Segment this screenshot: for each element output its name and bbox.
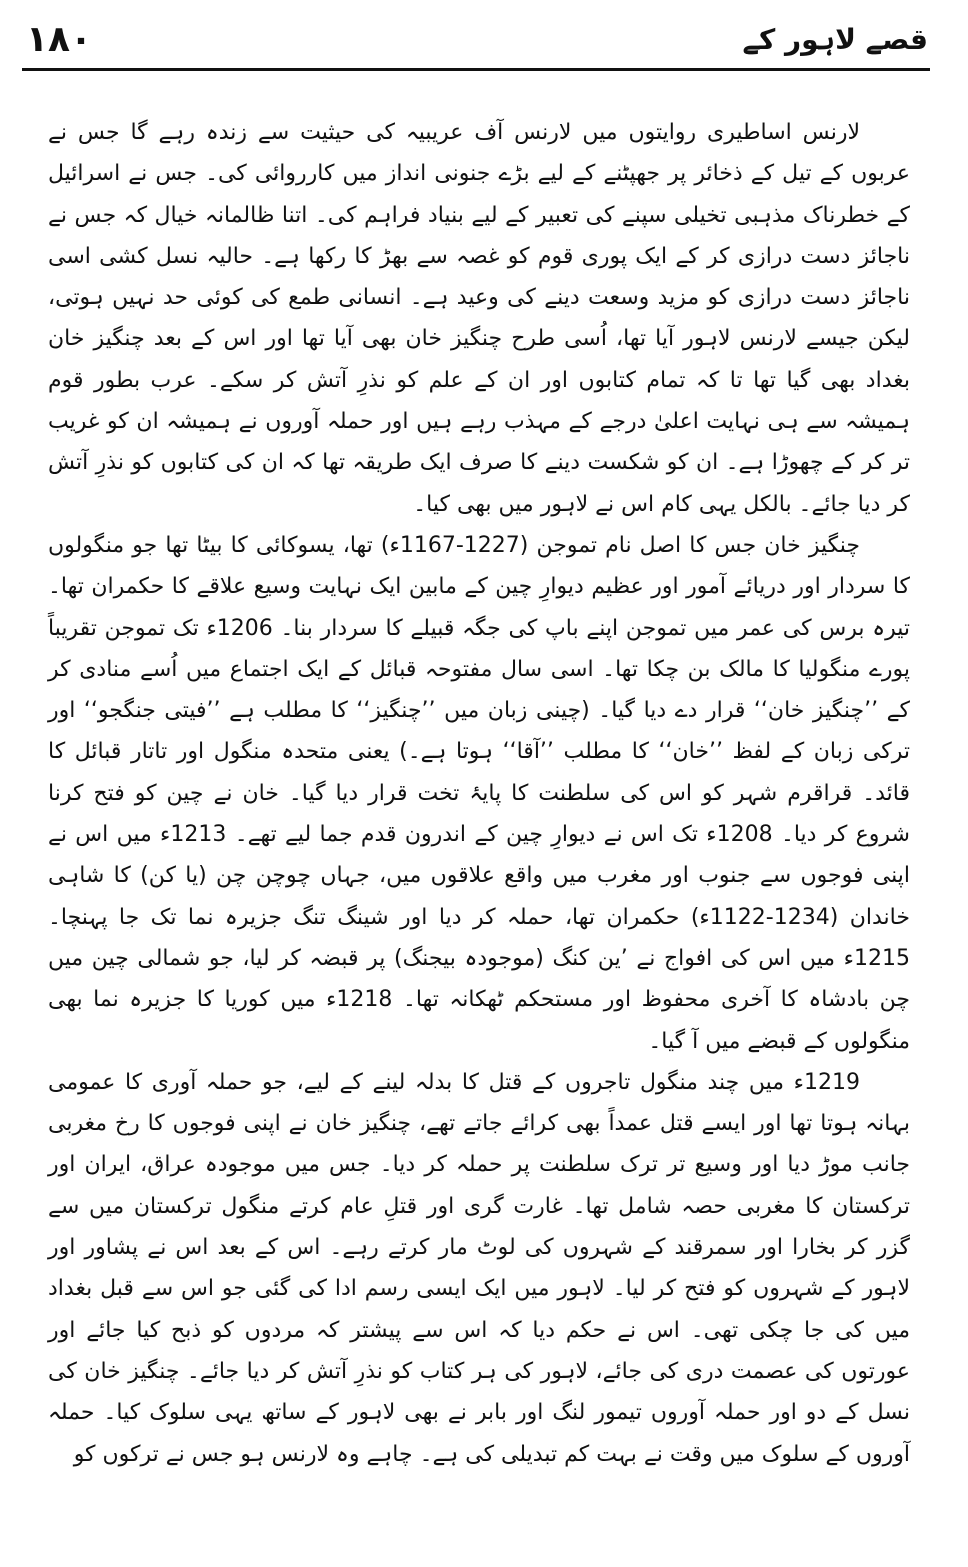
page-number: ١٨٠ [26, 19, 92, 60]
page-body [48, 112, 910, 1475]
page-header [20, 14, 928, 66]
paragraph-lahore-invasion: 1219ء میں چند منگول تاجروں کے قتل کا بدلہ لینے کے لیے، جو حملہ آوری کا عمومی بہانہ ہوتا تھا اور ایسے قتل عمداً بھی کرائے جاتے تھے، چنگیز خان نے اپنی فوجوں کا رخ مغربی جانب موڑ دیا اور وسیع تر ترک سلطنت پر حملہ کر دیا۔ جس میں موجودہ عراق، ایران اور ترکستان کا مغربی حصہ شامل تھا۔ غارت گری اور قتلِ عام کرتے منگول ترکستان میں سے گزر کر بخارا اور سمرقند کے شہروں کی لوٹ مار کرتے رہے۔ اس کے بعد اس نے پشاور اور لاہور کے شہروں کو فتح کر لیا۔ لاہور میں ایک ایسی رسم ادا کی گئی جو اس سے قبل بغداد میں کی جا چکی تھی۔ اس نے حکم دیا کہ اس سے پیشتر کہ مردوں کو ذبح کیا جائے اور عورتوں کی عصمت دری کی جائے، لاہور کی ہر کتاب کو نذرِ آتش کر دیا جائے۔ چنگیز خان کی نسل کے دو اور حملہ آوروں تیمور لنگ اور بابر نے بھی لاہور کے ساتھ یہی سلوک کیا۔ حملہ آوروں کے سلوک میں وقت نے بہت کم تبدیلی کی ہے۔ چاہے وہ لارنس ہو جس نے ترکوں کو [48, 1069, 910, 1467]
paragraph-genghis-khan: چنگیز خان جس کا اصل نام تموجن (1227-1167ء) تھا، یسوکائی کا بیٹا تھا جو منگولوں کا سردار اور دریائے آمور اور عظیم دیوارِ چین کے مابین ایک نہایت وسیع علاقے کا حکمران تھا۔ تیرہ برس کی عمر میں تموجن اپنے باپ کی جگہ قبیلے کا سردار بنا۔ 1206ء تک تموجن تقریباً پورے منگولیا کا مالک بن چکا تھا۔ اسی سال مفتوحہ قبائل کے ایک اجتماع میں اُسے منادی کر کے ’’چنگیز خان‘‘ قرار دے دیا گیا۔ (چینی زبان میں ’’چنگیز‘‘ کا مطلب ہے ’’فیتی جنگجو‘‘ اور ترکی زبان کے لفظ ’’خان‘‘ کا مطلب ’’آقا‘‘ ہوتا ہے۔) یعنی متحدہ منگول اور تاتار قبائل کا قائد۔ قراقرم شہر کو اس کی سلطنت کا پایۂ تخت قرار دیا گیا۔ خان نے چین کو فتح کرنا شروع کر دیا۔ 1208ء تک اس نے دیوارِ چین کے اندرون قدم جما لیے تھے۔ 1213ء میں اس نے اپنی فوجوں سے جنوب اور مغرب میں واقع علاقوں میں، جہاں چوچن چن (یا کن) کا شاہی خاندان (1234-1122ء) حکمران تھا، حملہ کر دیا اور شینگ تنگ جزیرہ نما تک جا پہنچا۔ 1215ء میں اس کی افواج نے ’ین کنگ (موجودہ بیجنگ) پر قبضہ کر لیا، جو شمالی چین میں چن بادشاہ کا آخری محفوظ اور مستحکم ٹھکانہ تھا۔ 1218ء میں کوریا کا جزیرہ نما بھی منگولوں کے قبضے میں آ گیا۔ [48, 532, 910, 1054]
running-title: قصے لاہور کے [742, 23, 928, 56]
paragraph-lawrence: لارنس اساطیری روایتوں میں لارنس آف عریبیہ کی حیثیت سے زندہ رہے گا جس نے عربوں کے تیل کے ذخائر پر جھپٹنے کے لیے بڑے جنونی انداز میں کارروائی کی۔ جس نے اسرائیل کے خطرناک مذہبی تخیلی سپنے کی تعبیر کے لیے بنیاد فراہم کی۔ اتنا ظالمانہ خیال کہ جس نے ناجائز دست درازی کر کے ایک پوری قوم کو غصہ سے بھڑ کا رکھا ہے۔ حالیہ نسل کشی اسی ناجائز دست درازی کو مزید وسعت دینے کی وعید ہے۔ انسانی طمع کی کوئی حد نہیں ہوتی، لیکن جیسے لارنس لاہور آیا تھا، اُسی طرح چنگیز خان بھی آیا تھا اور اس کے بعد چنگیز خان بغداد بھی گیا تھا تا کہ تمام کتابوں اور ان کے علم کو نذرِ آتش کر سکے۔ عرب بطور قوم ہمیشہ سے ہی نہایت اعلیٰ درجے کے مہذب رہے ہیں اور حملہ آوروں نے ہمیشہ ان کو غریب تر کر کے چھوڑا ہے۔ ان کو شکست دینے کا صرف ایک طریقہ تھا کہ ان کی کتابوں کو نذرِ آتش کر دیا جائے۔ بالکل یہی کام اس نے لاہور میں بھی کیا۔ [48, 120, 910, 517]
header-divider [22, 68, 930, 71]
